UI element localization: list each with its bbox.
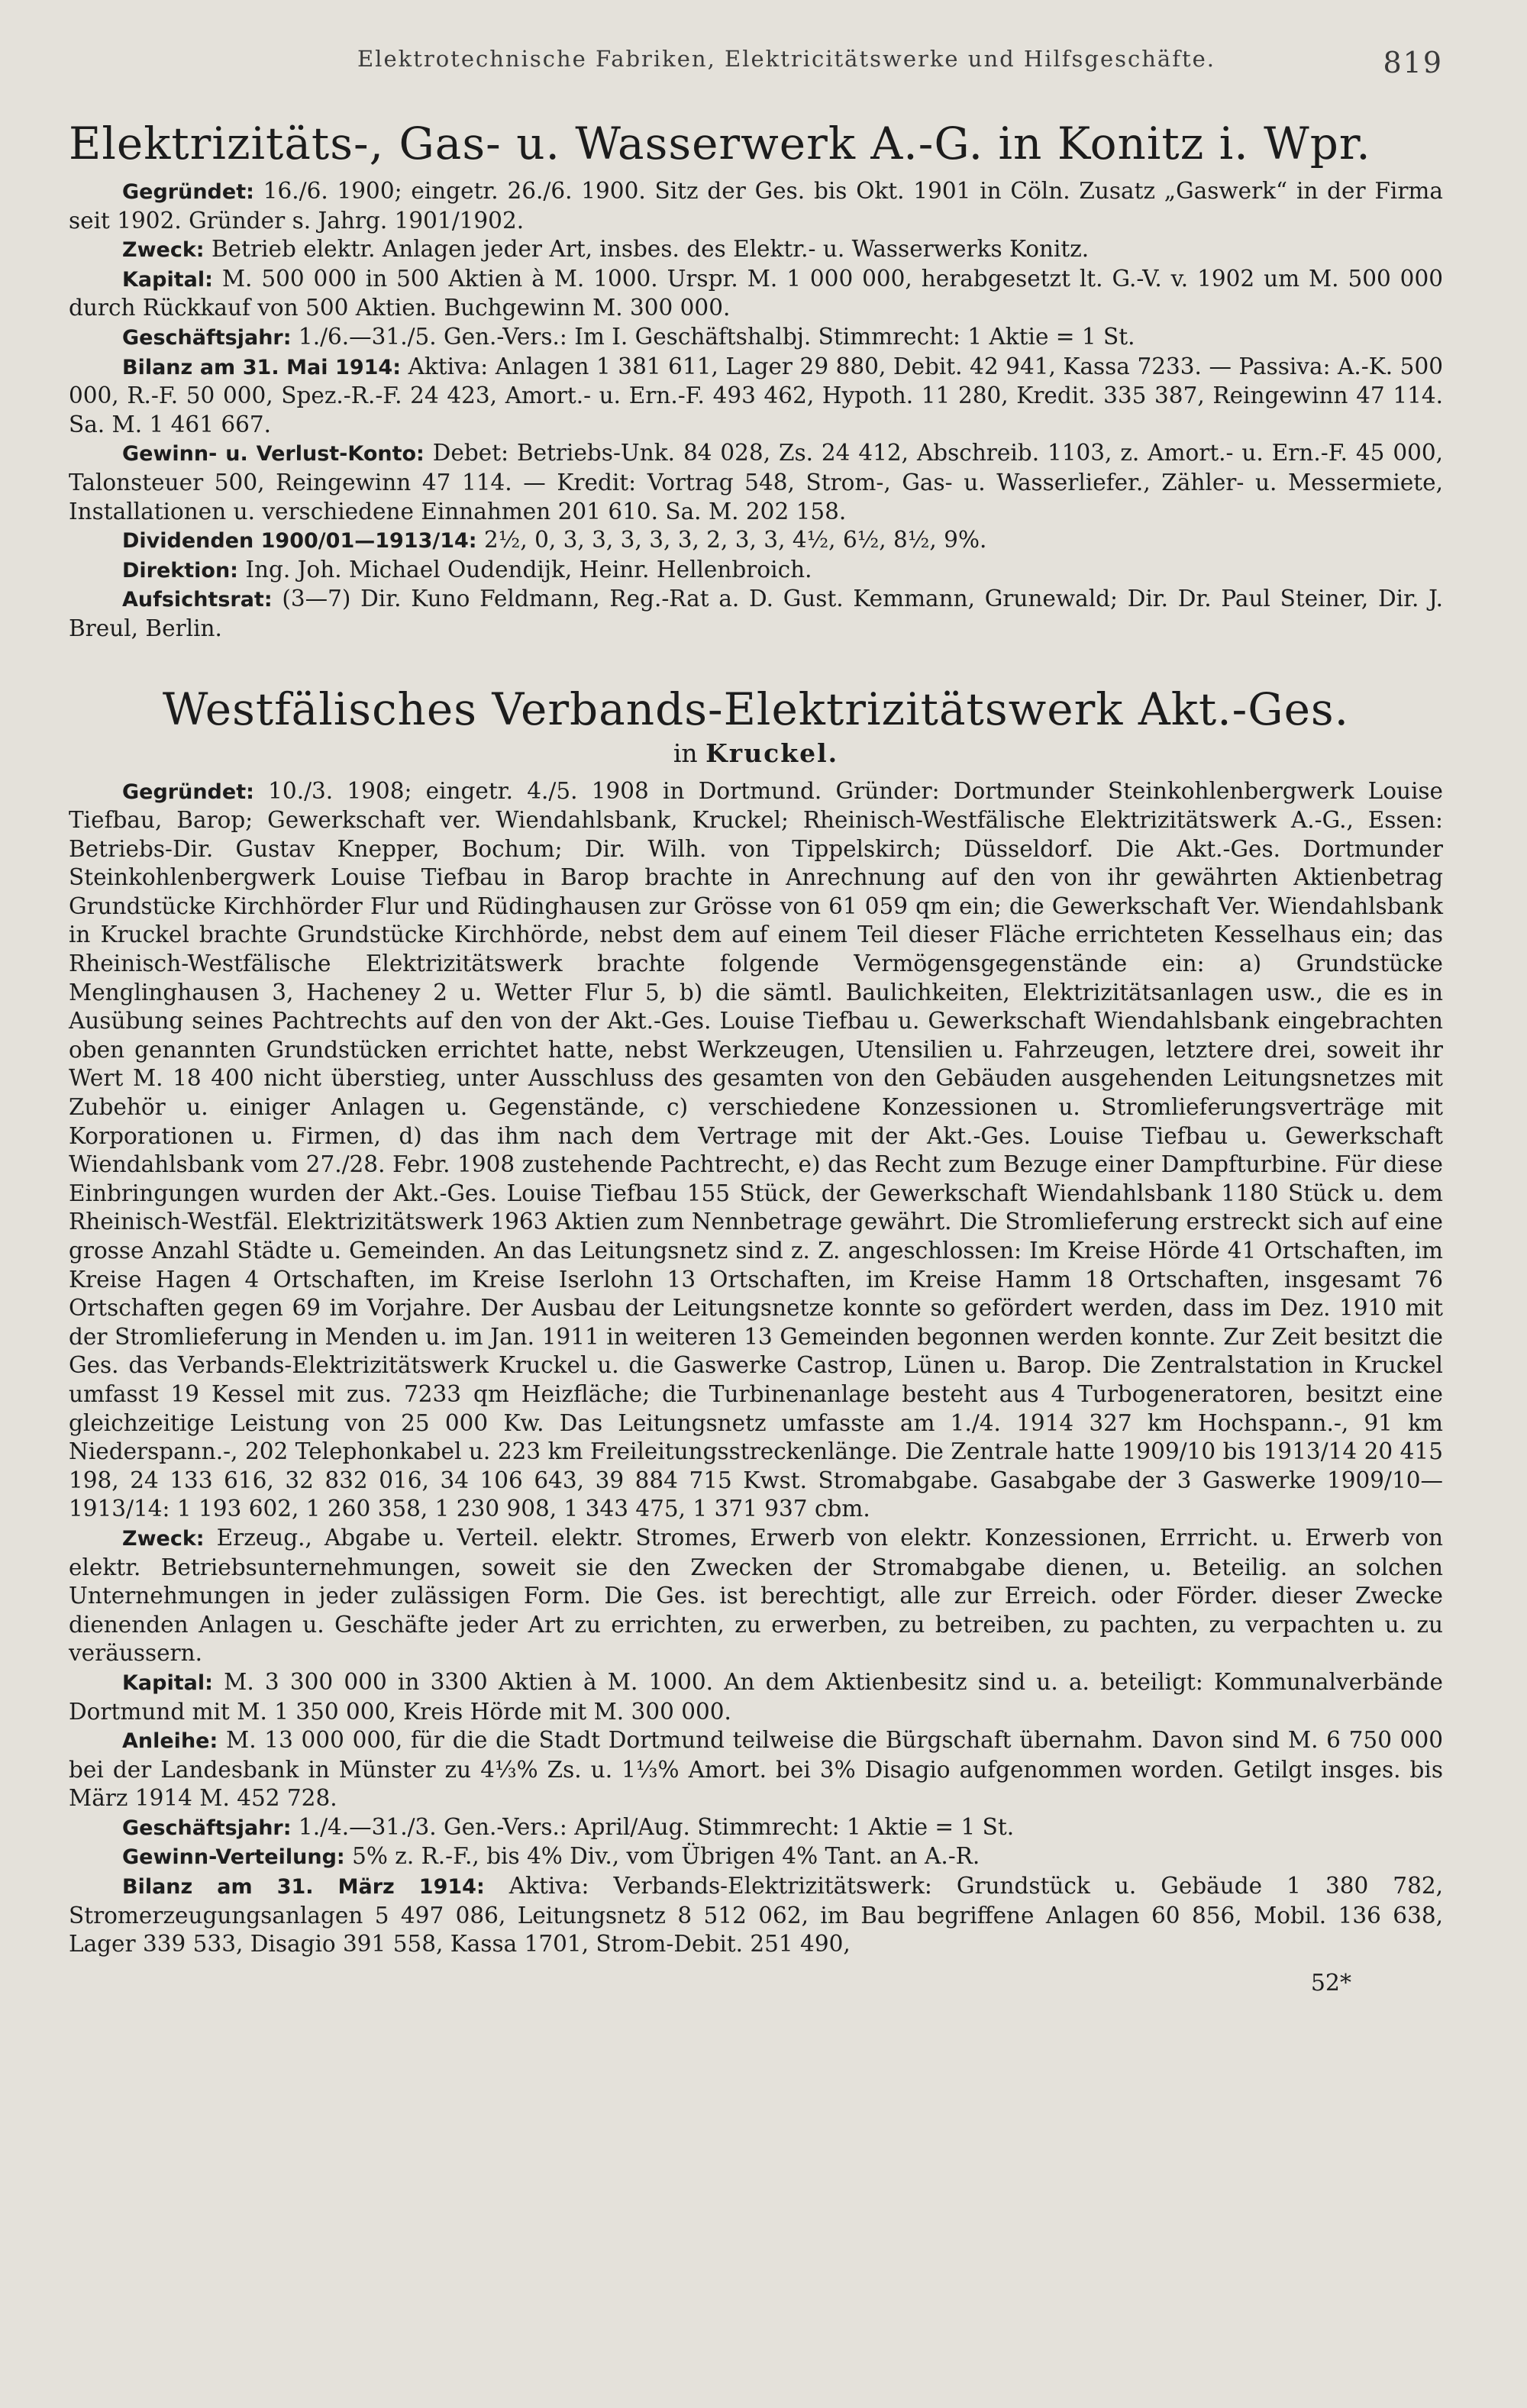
entry-capital: Kapital: M. 500 000 in 500 Aktien à M. 1000. Urspr. M. 1 000 000, herabgesetzt lt. G.-V. v. 1902 um M. 500 000 durch Rückkauf von 500 Aktien. Buchgewinn M. 300 000. bbox=[69, 265, 1443, 321]
company-entries-konitz bbox=[69, 177, 1443, 644]
entry-profit-loss: Gewinn- u. Verlust-Konto: Debet: Betriebs-Unk. 84 028, Zs. 24 412, Abschreib. 1103, z. Amort.- u. Ern.-F. 45 000, Talonsteuer 500, Reingewinn 47 114. — Kredit: Vortrag 548, Strom-, Gas- u. Wasserliefer., Zähler- u. Messermiete, Installationen u. verschiedene Einnahmen 201 610. Sa. M. 202 158. bbox=[69, 440, 1443, 525]
entry-founded: Gegründet: 10./3. 1908; eingetr. 4./5. 1908 in Dortmund. Gründer: Dortmunder Steinkohlenbergwerk Louise Tiefbau, Barop; Gewerkschaft ver. Wiendahlsbank, Kruckel; Rheinisch-Westfälische Elektrizitätswerk A.-G., Essen: Betriebs-Dir. Gustav Knepper, Bochum; Dir. Wilh. von Tippelskirch; Düsseldorf. Die Akt.-Ges. Dortmunder Steinkohlenbergwerk Louise Tiefbau in Barop brachte in Anrechnung auf den von ihr gewährten Aktienbetrag Grundstücke Kirchhörder Flur und Rüdinghausen zur Grösse von 61 059 qm ein; die Gewerkschaft Ver. Wiendahlsbank in Kruckel brachte Grundstücke Kirchhörde, nebst dem auf einem Teil dieser Fläche errichteten Kesselhaus ein; das Rheinisch-Westfälische Elektrizitätswerk brachte folgende Vermögensgegenstände ein: a) Grundstücke Menglinghausen 3, Hacheney 2 u. Wetter Flur 5, b) die sämtl. Baulichkeiten, Elektrizitätsanlagen usw., die es in Ausübung seines Pachtrechts auf den von der Akt.-Ges. Louise Tiefbau u. Gewerkschaft Wiendahlsbank eingebrachten oben genannten Grundstücken errichtet hatte, nebst Werkzeugen, Utensilien u. Fahrzeugen, letztere drei, soweit ihr Wert M. 18 400 nicht überstieg, unter Ausschluss des gesamten von den Gebäuden ausgehenden Leitungsnetzes mit Zubehör u. einiger Anlagen u. Gegenstände, c) verschiedene Konzessionen u. Stromlieferungsverträge mit Korporationen u. Firmen, d) das ihm nach dem Vertrage mit der Akt.-Ges. Louise Tiefbau u. Gewerkschaft Wiendahlsbank vom 27./28. Febr. 1908 zustehende Pachtrecht, e) das Recht zum Bezuge einer Dampfturbine. Für diese Einbringungen wurden der Akt.-Ges. Louise Tiefbau 155 Stück, der Gewerkschaft Wiendahlsbank 1180 Stück u. dem Rheinisch-Westfäl. Elektrizitätswerk 1963 Aktien zum Nennbetrage gewährt. Die Stromlieferung erstreckt sich auf eine grosse Anzahl Städte u. Gemeinden. An das Leitungsnetz sind z. Z. angeschlossen: Im Kreise Hörde 41 Ortschaften, im Kreise Hagen 4 Ortschaften, im Kreise Iserlohn 13 Ortschaften, im Kreise Hamm 18 Ortschaften, insgesamt 76 Ortschaften gegen 69 im Vorjahre. Der Ausbau der Leitungsnetze konnte so gefördert werden, dass im Dez. 1910 mit der Stromlieferung in Menden u. im Jan. 1911 in weiteren 13 Gemeinden begonnen werden konnte. Zur Zeit besitzt die Ges. das Verbands-Elektrizitätswerk Kruckel u. die Gaswerke Castrop, Lünen u. Barop. Die Zentralstation in Kruckel umfasst 19 Kessel mit zus. 7233 qm Heizfläche; die Turbinenanlage besteht aus 4 Turbogeneratoren, besitzt eine gleichzeitige Leistung von 25 000 Kw. Das Leitungsnetz umfasste am 1./4. 1914 327 km Hochspann.-, 91 km Niederspann.-, 202 Telephonkabel u. 223 km Freileitungsstreckenlänge. Die Zentrale hatte 1909/10 bis 1913/14 20 415 198, 24 133 616, 32 832 016, 34 106 643, 39 884 715 Kwst. Stromabgabe. Gasabgabe der 3 Gaswerke 1909/10—1913/14: 1 193 602, 1 260 358, 1 230 908, 1 343 475, 1 371 937 cbm. bbox=[69, 777, 1443, 1522]
entry-balance: Bilanz am 31. März 1914: Aktiva: Verbands-Elektrizitätswerk: Grundstück u. Gebäude 1 380 782, Stromerzeugungsanlagen 5 497 086, Leitungsnetz 8 512 062, im Bau begriffene Anlagen 60 856, Mobil. 136 638, Lager 339 533, Disagio 391 558, Kassa 1701, Strom-Debit. 251 490, bbox=[69, 1873, 1443, 1958]
entry-dividends: Dividenden 1900/01—1913/14: 2½, 0, 3, 3, 3, 3, 3, 2, 3, 3, 4½, 6½, 8½, 9%. bbox=[122, 527, 987, 554]
entry-purpose: Zweck: Betrieb elektr. Anlagen jeder Art, insbes. des Elektr.- u. Wasserwerks Konitz. bbox=[122, 236, 1090, 263]
entry-management: Direktion: Ing. Joh. Michael Oudendijk, Heinr. Hellenbroich. bbox=[122, 556, 812, 583]
company-title-westfaelisches: Westfälisches Verbands-Elektrizitätswerk Akt.-Ges. bbox=[162, 683, 1350, 735]
entry-supervisory-board: Aufsichtsrat: (3—7) Dir. Kuno Feldmann, Reg.-Rat a. D. Gust. Kemmann, Grunewald; Dir. Dr. Paul Steiner, Dir. J. Breul, Berlin. bbox=[69, 586, 1443, 641]
company-location: in Kruckel. bbox=[673, 738, 839, 768]
company-entries-westfaelisches bbox=[69, 777, 1443, 1959]
entry-profit-distribution: Gewinn-Verteilung: 5% z. R.-F., bis 4% Div., vom Übrigen 4% Tant. an A.-R. bbox=[122, 1843, 980, 1870]
entry-purpose: Zweck: Erzeug., Abgabe u. Verteil. elektr. Stromes, Erwerb von elektr. Konzessionen, Errricht. u. Erwerb von elektr. Betriebsunternehmungen, soweit sie den Zwecken der Stromabgabe dienen, u. Beteilig. an solchen Unternehmungen in jeder zulässigen Form. Die Ges. ist berechtigt, alle zur Erreich. oder Förder. dieser Zwecke dienenden Anlagen u. Geschäfte jeder Art zu errichten, zu erwerben, zu betreiben, zu pachten, zu verpachten u. zu veräussern. bbox=[69, 1524, 1443, 1667]
company-title-konitz: Elektrizitäts-, Gas- u. Wasserwerk A.-G. in Konitz i. Wpr. bbox=[69, 118, 1371, 169]
running-header bbox=[69, 46, 1443, 92]
entry-capital: Kapital: M. 3 300 000 in 3300 Aktien à M. 1000. An dem Aktienbesitz sind u. a. beteiligt: Kommunalverbände Dortmund mit M. 1 350 000, Kreis Hörde mit M. 300 000. bbox=[69, 1668, 1443, 1725]
entry-balance: Bilanz am 31. Mai 1914: Aktiva: Anlagen 1 381 611, Lager 29 880, Debit. 42 941, Kassa 7233. — Passiva: A.-K. 500 000, R.-F. 50 000, Spez.-R.-F. 24 423, Amort.- u. Ern.-F. 493 462, Hypoth. 11 280, Kredit. 335 387, Reingewinn 47 114. Sa. M. 1 461 667. bbox=[69, 353, 1443, 437]
signature-mark: 52* bbox=[1310, 1969, 1351, 1996]
running-title: Elektrotechnische Fabriken, Elektricitätswerke und Hilfsgeschäfte. bbox=[357, 46, 1215, 72]
page-number: 819 bbox=[1383, 46, 1443, 79]
entry-fiscal-year: Geschäftsjahr: 1./6.—31./5. Gen.-Vers.: Im I. Geschäftshalbj. Stimmrecht: 1 Aktie = 1 St. bbox=[122, 323, 1135, 350]
entry-loan: Anleihe: M. 13 000 000, für die die Stadt Dortmund teilweise die Bürgschaft übernahm. Davon sind M. 6 750 000 bei der Landesbank in Münster zu 4⅓% Zs. u. 1⅓% Amort. bei 3% Disagio aufgenommen worden. Getilgt insges. bis März 1914 M. 452 728. bbox=[69, 1727, 1443, 1812]
entry-founded: Gegründet: 16./6. 1900; eingetr. 26./6. 1900. Sitz der Ges. bis Okt. 1901 in Cöln. Zusatz „Gaswerk“ in der Firma seit 1902. Gründer s. Jahrg. 1901/1902. bbox=[69, 178, 1443, 234]
entry-fiscal-year: Geschäftsjahr: 1./4.—31./3. Gen.-Vers.: April/Aug. Stimmrecht: 1 Aktie = 1 St. bbox=[122, 1813, 1015, 1840]
